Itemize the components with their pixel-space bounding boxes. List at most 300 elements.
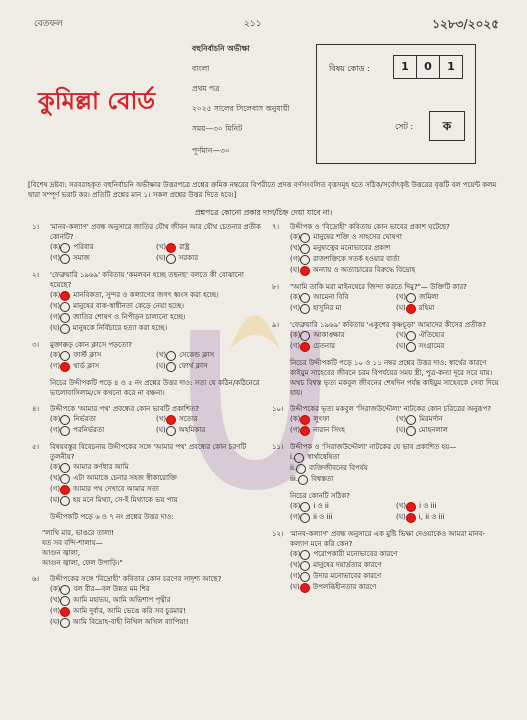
question-text: নিচের উদ্দীপকটি পড়ে ৪ ও ৫ নং প্রশ্নের উত্তর দাও: সত্য যে কঠিন/কঠিনেরে ভালোবাসিলাম/সে কখনো করে না বঞ্চনা। <box>50 379 260 397</box>
option-label: (গ) <box>50 254 61 262</box>
option-label: (ক) <box>290 502 301 510</box>
answer-option[interactable] <box>156 414 262 425</box>
option-text: সংগ্রামের <box>418 342 445 350</box>
question-item <box>32 442 262 506</box>
option-label: (ঘ) <box>290 583 300 591</box>
option-label: ii. <box>290 464 297 472</box>
answer-bubble[interactable] <box>60 254 70 264</box>
question-stem <box>272 491 502 501</box>
question-stem <box>272 358 502 398</box>
answer-bubble[interactable] <box>300 244 310 254</box>
warning-subtitle: প্রশ্নপত্রে কোনো প্রকার দাগ/চিহ্ন দেয়া যাবে না। <box>194 208 333 217</box>
question-number <box>32 378 50 398</box>
answer-bubble[interactable] <box>406 426 416 436</box>
question-stem <box>272 320 502 330</box>
option-text: অহমিকার <box>178 426 206 434</box>
option-text: i ও ii <box>313 502 329 510</box>
board-title: কুমিল্লা বোর্ড <box>38 86 156 115</box>
question-item <box>272 491 502 523</box>
answer-option[interactable] <box>50 323 262 334</box>
filled-answer-bubble[interactable] <box>60 485 70 495</box>
answer-bubble[interactable] <box>166 351 176 361</box>
question-number <box>32 512 50 522</box>
option-text: আমি বিদ্রোহ-বাহী নিখিল অখিল ব্যাপিয়া! <box>72 618 189 626</box>
option-text: জাতির শোষণ ও নিপীড়ন চালানো হচ্ছে। <box>73 313 186 321</box>
right-question-column <box>272 222 502 599</box>
answer-bubble[interactable] <box>300 233 310 243</box>
answer-option[interactable] <box>396 292 502 303</box>
answer-bubble[interactable] <box>60 618 70 628</box>
answer-bubble[interactable] <box>300 502 310 512</box>
answer-option[interactable] <box>290 341 396 352</box>
answer-option[interactable] <box>290 560 502 571</box>
option-label: (খ) <box>156 351 167 359</box>
poem-line: "লাথি মার, ভাঙরে তালা! <box>42 529 115 537</box>
option-label: (খ) <box>396 331 407 339</box>
option-text: এটা আমাকে চেনার সহজ স্বীকারোক্তি <box>73 474 177 482</box>
poem-line: যত সব বন্দি-শালায়— <box>42 539 103 547</box>
question-number <box>272 491 290 501</box>
exam-syllabus: ২০২৫ সালের সিলেবাস অনুযায়ী <box>192 104 290 113</box>
option-label: iii. <box>290 475 299 483</box>
option-text: i ও iii <box>419 502 437 510</box>
poem-line: আগুন জ্বালা, <box>42 549 81 557</box>
answer-options <box>272 549 502 593</box>
answer-bubble[interactable] <box>60 313 70 323</box>
option-label: (ক) <box>50 243 61 251</box>
option-label: (ঘ) <box>156 426 166 434</box>
answer-bubble[interactable] <box>300 550 310 560</box>
option-label: (গ) <box>50 362 61 370</box>
option-text: পরিবার <box>73 243 94 251</box>
option-label: (খ) <box>50 596 61 604</box>
answer-bubble[interactable] <box>60 351 70 361</box>
option-text: সমাজ <box>73 254 90 262</box>
question-stem <box>272 282 502 292</box>
exam-marks: পূর্ণমান—৩০ <box>192 146 230 155</box>
option-label: (গ) <box>290 255 301 263</box>
filled-answer-bubble[interactable] <box>166 415 176 425</box>
option-text: আমার কর্ণধার আমি <box>73 463 129 471</box>
answer-option[interactable] <box>290 571 502 582</box>
answer-option[interactable] <box>50 290 262 301</box>
answer-option[interactable] <box>290 463 502 474</box>
option-label: (খ) <box>156 415 167 423</box>
answer-bubble[interactable] <box>60 496 70 506</box>
filled-answer-bubble[interactable] <box>300 266 310 276</box>
option-text: i, ii ও iii <box>418 513 445 521</box>
answer-option[interactable] <box>396 501 502 512</box>
answer-option[interactable] <box>50 425 156 436</box>
option-text: জমিলা <box>419 293 439 301</box>
answer-bubble[interactable] <box>300 304 310 314</box>
answer-option[interactable] <box>290 330 396 341</box>
question-text: উদ্দীপকে 'আমার পথ' প্রবন্ধের কোন ভাবটি প্রকাশিত? <box>50 405 200 413</box>
answer-options <box>272 414 502 436</box>
option-label: (গ) <box>50 313 61 321</box>
question-stem <box>32 340 262 350</box>
subject-code-box <box>316 44 476 164</box>
answer-bubble[interactable] <box>60 596 70 606</box>
option-text: নির্ভরতা <box>73 415 96 423</box>
question-item <box>32 222 262 264</box>
answer-option[interactable] <box>156 253 262 264</box>
option-label: (খ) <box>290 244 301 252</box>
answer-option[interactable] <box>50 242 156 253</box>
question-item <box>32 270 262 334</box>
code-digit: 1 <box>393 55 417 79</box>
answer-bubble[interactable] <box>294 453 304 463</box>
code-digit: 1 <box>439 55 463 79</box>
option-text: আকাঙ্ক্ষার <box>313 331 345 339</box>
option-text: অন্যায় ও অত্যাচারের বিরুদ্ধে বিদ্রোহ <box>312 266 416 274</box>
question-number: ৮। <box>272 283 280 291</box>
question-number: ৩। <box>32 341 40 349</box>
option-label: (ক) <box>50 415 61 423</box>
option-text: ফার্স্ট ক্লাস <box>73 351 102 359</box>
answer-option[interactable] <box>396 330 502 341</box>
option-text: থার্ড ক্লাস <box>73 362 100 370</box>
answer-option[interactable] <box>396 414 502 425</box>
question-text: 'মানব-কল্যাণ' প্রবন্ধ অনুসারে জাতির যৌথ জীবন আর যৌথ চেতনার প্রতীক কোনটি? <box>50 223 261 241</box>
filled-answer-bubble[interactable] <box>60 291 70 301</box>
option-text: উদার মনোভাবের কারণে <box>313 572 382 580</box>
question-text: উদ্দীপকটি পড়ে ৬ ও ৭ নং প্রশ্নের উত্তর দাও: <box>50 513 174 521</box>
filled-answer-bubble[interactable] <box>406 502 416 512</box>
poem-passage <box>32 528 262 568</box>
option-text: স্বার্থান্বেষিতা <box>307 453 340 461</box>
option-text: মিরমর্দান <box>419 415 443 423</box>
option-text: মানুষকে নির্বিচারে হত্যা করা হচ্ছে। <box>72 324 168 332</box>
question-text: মুক্তাক্কড় কোন ক্লাসে পড়তো? <box>50 341 132 349</box>
answer-option[interactable] <box>50 484 262 495</box>
question-item <box>272 358 502 398</box>
answer-bubble[interactable] <box>60 426 70 436</box>
question-stem <box>272 442 502 452</box>
question-number: ৭। <box>272 223 280 231</box>
exam-subject: বাংলা <box>192 64 210 73</box>
answer-option[interactable] <box>396 303 502 314</box>
answer-option[interactable] <box>50 584 262 595</box>
answer-option[interactable] <box>156 425 262 436</box>
header-left: বেতফল <box>34 19 63 29</box>
option-text: ঐতিহ্যের <box>419 331 445 339</box>
code-digit: 0 <box>416 55 440 79</box>
option-label: (ক) <box>290 550 301 558</box>
option-label: (ঘ) <box>156 362 166 370</box>
answer-bubble[interactable] <box>166 362 176 372</box>
question-number: ৯। <box>272 321 280 329</box>
poem-line: আগুন জ্বালা, ফেল উপাড়ি।" <box>42 559 123 567</box>
answer-option[interactable] <box>396 512 502 523</box>
answer-option[interactable] <box>156 361 262 372</box>
answer-option[interactable] <box>50 312 262 323</box>
option-text: আমার পথ দেখাবে আমার সত্য <box>73 485 159 493</box>
answer-option[interactable] <box>50 253 156 264</box>
question-number: ১। <box>32 223 40 231</box>
question-text: নিচের কোনটি সঠিক? <box>290 492 350 500</box>
question-text: 'মানব-কল্যাণ' প্রবন্ধ অনুসারে এক মুষ্টি ভিক্ষা দেওয়াকেও আমরা মানব-কল্যাণ মনে করি কেন? <box>290 530 486 548</box>
option-text: আমি দুর্বার, আমি ভেঙে করি সব চুরমার! <box>73 607 186 615</box>
question-item <box>272 442 502 485</box>
question-number <box>272 358 290 398</box>
option-label: (গ) <box>290 342 301 350</box>
answer-options <box>32 584 262 628</box>
answer-option[interactable] <box>50 462 262 473</box>
answer-option[interactable] <box>50 350 156 361</box>
answer-options <box>32 242 262 264</box>
answer-option[interactable] <box>396 341 502 352</box>
answer-option[interactable] <box>50 361 156 372</box>
option-label: (ঘ) <box>50 496 60 504</box>
option-text: মানুষের শক্তি ও সাহসের ঘোষণা <box>313 233 402 241</box>
answer-options <box>272 501 502 523</box>
answer-option[interactable] <box>290 474 502 485</box>
filled-answer-bubble[interactable] <box>300 342 310 352</box>
option-label: (ঘ) <box>290 266 300 274</box>
answer-options <box>32 350 262 372</box>
answer-bubble[interactable] <box>300 331 310 341</box>
option-label: (ক) <box>290 293 301 301</box>
answer-option[interactable] <box>290 303 396 314</box>
answer-bubble[interactable] <box>60 243 70 253</box>
option-text: মানবিকতা, সুন্দর ও কল্যাণের জগৎ ধ্বংস করা হচ্ছে। <box>73 291 219 299</box>
answer-options <box>32 462 262 506</box>
question-item <box>272 320 502 352</box>
option-label: (ঘ) <box>396 513 406 521</box>
answer-bubble[interactable] <box>60 463 70 473</box>
question-number: ১২। <box>272 530 284 538</box>
question-item <box>32 512 262 522</box>
option-text: মানুষের বাক-স্বাধীনতা কেড়ে নেয়া হচ্ছে। <box>73 302 184 310</box>
answer-bubble[interactable] <box>166 426 176 436</box>
header-page-number: ২১১ <box>244 19 262 29</box>
answer-bubble[interactable] <box>60 302 70 312</box>
option-label: (খ) <box>50 474 61 482</box>
question-item <box>32 378 262 398</box>
option-text: বিশ্বস্ততা <box>311 475 334 483</box>
option-text: পরনির্ভরতা <box>73 426 105 434</box>
question-item <box>272 222 502 276</box>
question-text: উদ্দীপকের সঙ্গে 'বিদ্রোহী' কবিতার কোন চরণের সাদৃশ্য আছে? <box>50 575 222 583</box>
question-text: উদ্দীপক ও 'সিরাজউদ্দৌলা' নাটকের যে ভাব প্রকাশিত হয়— <box>290 443 457 451</box>
option-label: (গ) <box>290 304 301 312</box>
option-text: ii ও iii <box>313 513 333 521</box>
exam-type: বহুনির্বাচনি অভীক্ষা <box>192 44 250 53</box>
answer-option[interactable] <box>396 425 502 436</box>
question-stem <box>272 529 502 549</box>
question-text: উদ্দীপক ও 'বিদ্রোহী' কবিতায় কোন ভাবের প্রকাশ ঘটেছে? <box>290 223 450 231</box>
answer-bubble[interactable] <box>406 415 416 425</box>
option-text: সেকেন্ড ক্লাস <box>179 351 215 359</box>
answer-option[interactable] <box>290 549 502 560</box>
answer-bubble[interactable] <box>300 255 310 265</box>
subject-code-label: বিষয় কোড : <box>329 64 370 73</box>
filled-answer-bubble[interactable] <box>300 415 310 425</box>
option-text: পরোপকারী মনোভাবের কারণে <box>313 550 398 558</box>
question-stem <box>32 222 262 242</box>
option-label: (ক) <box>50 463 61 471</box>
filled-answer-bubble[interactable] <box>406 513 416 523</box>
option-label: (ক) <box>50 585 61 593</box>
answer-options <box>272 452 502 485</box>
answer-bubble[interactable] <box>406 342 416 352</box>
filled-answer-bubble[interactable] <box>406 304 416 314</box>
option-label: (ক) <box>50 291 61 299</box>
question-item <box>32 340 262 372</box>
set-value: ক <box>429 111 465 141</box>
answer-bubble[interactable] <box>406 331 416 341</box>
answer-option[interactable] <box>290 501 396 512</box>
answer-options <box>272 292 502 314</box>
option-label: (খ) <box>396 293 407 301</box>
option-text: মনুষ্যত্বের মনোভাবের প্রকাশ <box>313 244 391 252</box>
option-text: নারান সিংহ <box>313 426 345 434</box>
option-text: লুৎফা <box>313 415 330 423</box>
answer-option[interactable] <box>290 414 396 425</box>
option-label: (খ) <box>396 502 407 510</box>
answer-bubble[interactable] <box>60 415 70 425</box>
answer-option[interactable] <box>50 301 262 312</box>
option-text: মানুষের দয়ার্দ্রতার কারণে <box>313 561 382 569</box>
instruction-note: [বিশেষ দ্রষ্টব্য: সরবরাহকৃত বহুনির্বাচনি অভীক্ষার উত্তরপত্রে প্রশ্নের ক্রমিক নম্বরের বিপরীতে প্রদত্ত বর্ণসংবলিত বৃত্তসমূহ হতে সঠিক/সর্বোৎকৃষ্ট উত্তরের বৃত্তটি বল পয়েন্ট কলম দ্বারা সম্পূর্ণ ভরাট কর। প্রতিটি প্রশ্নের মান ১। সকল প্রশ্নের উত্তর দিতে হবে।] <box>28 181 497 199</box>
option-text: হাসুনির মা <box>313 304 342 312</box>
subject-code-digits <box>393 55 462 79</box>
option-label: (ঘ) <box>396 304 406 312</box>
question-stem <box>32 378 262 398</box>
answer-option[interactable] <box>50 414 156 425</box>
answer-option[interactable] <box>50 617 262 628</box>
option-text: উপলব্ধিহীনতার কারণে <box>312 583 377 591</box>
answer-option[interactable] <box>290 292 396 303</box>
question-stem <box>272 404 502 414</box>
question-stem <box>32 404 262 414</box>
question-stem <box>32 270 262 290</box>
question-number: ৫। <box>32 443 40 451</box>
question-item <box>32 404 262 436</box>
answer-option[interactable] <box>156 350 262 361</box>
option-text: ফোর্থ ক্লাস <box>178 362 208 370</box>
filled-answer-bubble[interactable] <box>166 243 176 253</box>
option-label: (ঘ) <box>396 426 406 434</box>
option-text: চেতনার <box>313 342 335 350</box>
option-text: আমেনা বিবি <box>313 293 349 301</box>
option-label: (ক) <box>290 233 301 241</box>
answer-bubble[interactable] <box>296 464 306 474</box>
set-label: সেট : <box>395 122 414 131</box>
question-text: বিষয়বস্তুর বিবেচনায় উদ্দীপকের সঙ্গে 'আমার পথ' প্রবন্ধের কোন চরণটি তুলনীয়? <box>50 443 247 461</box>
option-label: (ঘ) <box>156 254 166 262</box>
answer-bubble[interactable] <box>300 513 310 523</box>
option-text: ব্যক্তিজীবনের বিপর্যয় <box>309 464 368 472</box>
question-text: 'ফেব্রুয়ারি ১৯৬৯' কবিতায় 'একুশের কৃষ্ণচূড়া' আমাদের কীসের প্রতীক? <box>290 321 486 329</box>
answer-bubble[interactable] <box>298 475 308 485</box>
question-item <box>32 574 262 628</box>
option-label: (গ) <box>50 426 61 434</box>
answer-bubble[interactable] <box>60 324 70 334</box>
option-label: (গ) <box>290 572 301 580</box>
answer-option[interactable] <box>156 242 262 253</box>
option-text: সরকার <box>178 254 199 262</box>
filled-answer-bubble[interactable] <box>300 426 310 436</box>
option-label: (ঘ) <box>396 342 406 350</box>
option-text: রহিমা <box>418 304 435 312</box>
question-text: নিচের উদ্দীপকটি পড়ে ১০ ও ১১ নম্বর প্রশ্নের উত্তর দাও: স্বার্থের কারণে কাইয়ুম সাহেবের জীবনে চরম বিপর্যয়ের সময় স্ত্রী, পুত্র-কন্যা দূরে সরে যায়। অথচ বিশ্বস্ত ভৃত্য মকবুল জীবনের শেষদিন পর্যন্ত কাইয়ুম সাহেবকে সেবা দিয়ে যায়। <box>290 359 499 397</box>
left-question-column <box>32 222 262 634</box>
option-label: (খ) <box>290 561 301 569</box>
option-label: i. <box>290 453 295 461</box>
answer-bubble[interactable] <box>300 561 310 571</box>
question-item <box>272 404 502 436</box>
answer-options <box>272 232 502 276</box>
question-number: ৬। <box>32 575 40 583</box>
option-label: (ঘ) <box>50 618 60 626</box>
option-label: (ক) <box>290 415 301 423</box>
filled-answer-bubble[interactable] <box>300 583 310 593</box>
answer-bubble[interactable] <box>300 293 310 303</box>
option-text: রাজশক্তিকে সতর্ক হওয়ার বার্তা <box>313 255 400 263</box>
answer-option[interactable] <box>290 425 396 436</box>
answer-option[interactable] <box>50 495 262 506</box>
option-label: (গ) <box>50 485 61 493</box>
question-text: "আমি তাকি মরা মাইনষেরে জিন্দা করতে দিমু?"— উক্তিটি কার? <box>290 283 467 291</box>
filled-answer-bubble[interactable] <box>60 607 70 617</box>
answer-bubble[interactable] <box>60 474 70 484</box>
exam-time: সময়—৩০ মিনিট <box>192 124 243 133</box>
answer-option[interactable] <box>290 232 502 243</box>
answer-option[interactable] <box>290 254 502 265</box>
question-text: 'ফেব্রুয়ারি ১৯৬৯' কবিতায় 'কমলবন হচ্ছে তছনছ' বলতে কী বোঝানো হয়েছে? <box>50 271 244 289</box>
answer-bubble[interactable] <box>300 572 310 582</box>
option-text: রাষ্ট্র <box>179 243 190 251</box>
answer-option[interactable] <box>50 473 262 484</box>
question-stem <box>32 442 262 462</box>
question-number: ৪। <box>32 405 40 413</box>
answer-bubble[interactable] <box>166 254 176 264</box>
answer-bubble[interactable] <box>60 585 70 595</box>
question-stem <box>272 222 502 232</box>
option-label: (ক) <box>290 331 301 339</box>
question-stem <box>32 512 262 522</box>
answer-option[interactable] <box>290 265 502 276</box>
header-code: ১২৮৩/২০২৫ <box>432 17 499 31</box>
answer-options <box>32 414 262 436</box>
answer-option[interactable] <box>50 595 262 606</box>
answer-option[interactable] <box>290 582 502 593</box>
option-text: আমি মহাভয়, আমি অভিশাপ পৃথ্বীর <box>73 596 171 604</box>
answer-option[interactable] <box>50 606 262 617</box>
answer-bubble[interactable] <box>406 293 416 303</box>
answer-option[interactable] <box>290 243 502 254</box>
option-label: (খ) <box>396 415 407 423</box>
question-number: ১০। <box>272 405 284 413</box>
option-label: (গ) <box>290 426 301 434</box>
option-text: মোহনলাল <box>418 426 448 434</box>
exam-paper: প্রথম পত্র <box>192 84 220 93</box>
filled-answer-bubble[interactable] <box>60 362 70 372</box>
answer-option[interactable] <box>290 512 396 523</box>
option-label: (খ) <box>50 302 61 310</box>
option-label: (খ) <box>156 243 167 251</box>
answer-options <box>32 290 262 334</box>
answer-option[interactable] <box>290 452 502 463</box>
question-text: উদ্দীপকের ভৃত্য মকবুল 'সিরাজউদ্দৌলা' নাটকের কোন চরিত্রের অনুরূপ? <box>290 405 491 413</box>
question-item <box>272 529 502 593</box>
question-number: ১১। <box>272 443 284 451</box>
option-label: (গ) <box>290 513 301 521</box>
answer-options <box>272 330 502 352</box>
question-stem <box>32 574 262 584</box>
